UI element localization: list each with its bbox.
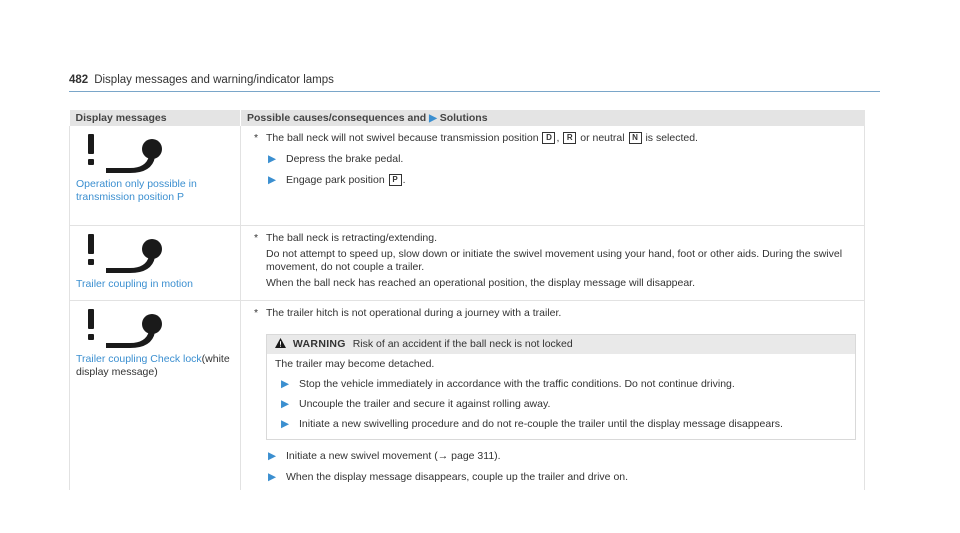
warning-title: WARNING (292, 337, 346, 350)
play-arrow-icon: ▶ (429, 113, 437, 124)
message-label (76, 353, 234, 379)
page-header (69, 74, 334, 86)
col-header-causes-text: Possible causes/consequences and (247, 112, 427, 124)
cause-item (254, 232, 856, 290)
message-label: Trailer coupling in motion (76, 277, 193, 290)
messages-table (69, 110, 865, 490)
step-text: Engage park position (286, 174, 385, 186)
play-arrow-icon: ▶ (268, 153, 277, 165)
cause-text: is selected. (645, 132, 698, 144)
col-header-solutions-text: Solutions (439, 112, 488, 124)
play-arrow-icon: ▶ (268, 449, 277, 462)
message-cell (70, 225, 241, 300)
step-text: When the display message disappears, couple up the trailer and drive on. (286, 470, 629, 483)
exclamation-ball-neck-icon (76, 132, 168, 174)
play-arrow-icon: ▶ (281, 417, 290, 430)
cause-item (254, 307, 856, 320)
page-number: 482 (69, 74, 89, 86)
step-text: Depress the brake pedal. (286, 153, 404, 165)
play-arrow-icon: ▶ (268, 470, 277, 483)
step-text: Stop the vehicle immediately in accordance with the traffic conditions. Do not continue driving. (299, 377, 735, 390)
causes-cell (241, 300, 865, 490)
col-header-messages: Display messages (70, 110, 241, 126)
causes-cell (241, 126, 865, 225)
section-title: Display messages and warning/indicator lamps (94, 74, 334, 86)
warning-triangle-icon (275, 338, 286, 348)
play-arrow-icon: ▶ (281, 377, 290, 390)
table-header-row (70, 110, 865, 126)
asterisk-icon: * (254, 231, 259, 244)
key-d-icon: D (542, 132, 555, 144)
warning-header (267, 335, 855, 354)
message-cell (70, 300, 241, 490)
step-text: Initiate a new swivelling procedure and do not re-couple the trailer until the display message disappears. (299, 417, 783, 430)
exclamation-ball-neck-icon (76, 232, 168, 274)
asterisk-icon: * (254, 132, 259, 144)
warning-text: Risk of an accident if the ball neck is not locked (352, 337, 573, 350)
col-header-causes (241, 110, 865, 126)
warning-box (266, 334, 856, 440)
step-text: Uncouple the trailer and secure it against rolling away. (299, 397, 551, 410)
play-arrow-icon: ▶ (281, 397, 290, 410)
asterisk-icon: * (254, 306, 259, 319)
message-label-plain: (white display message) (76, 352, 230, 378)
warning-step (275, 418, 847, 431)
cause-text: or neutral (580, 132, 625, 144)
table-row (70, 126, 865, 225)
causes-cell (241, 225, 865, 300)
cause-item: * The ball neck will not swivel because transmission position D , R or neutral N is selected. (254, 132, 698, 144)
solution-step (254, 153, 856, 166)
key-n-icon: N (629, 132, 642, 144)
solution-step (254, 450, 856, 463)
warning-body (267, 354, 855, 439)
solution-step (254, 471, 856, 484)
step-text: Initiate a new swivel movement (→ page 311). (286, 449, 501, 462)
cause-text: The ball neck is retracting/extending. (266, 231, 438, 244)
cause-text: The trailer hitch is not operational during a journey with a trailer. (266, 306, 562, 319)
cause-detail: Do not attempt to speed up, slow down or initiate the swivel movement using your hand, foot or other aids. During the swivel movement, do not couple a trailer. (266, 247, 843, 273)
warning-step (275, 378, 847, 391)
cause-detail: When the ball neck has reached an operational position, the display message will disappear. (266, 276, 696, 289)
table-row (70, 300, 865, 490)
key-p-icon: P (389, 174, 402, 186)
table-row (70, 225, 865, 300)
key-r-icon: R (563, 132, 576, 144)
solution-step: ▶ Engage park position P . (268, 174, 406, 186)
cause-text: The ball neck will not swivel because transmission position (266, 132, 539, 144)
play-arrow-icon: ▶ (268, 174, 277, 186)
message-label-colored: Trailer coupling Check lock (76, 352, 202, 365)
warning-step (275, 398, 847, 411)
warning-intro: The trailer may become detached. (275, 357, 435, 370)
message-label: Operation only possible in transmission position P (76, 178, 197, 203)
header-rule (69, 91, 880, 92)
message-cell (70, 126, 241, 225)
exclamation-ball-neck-icon (76, 307, 168, 349)
